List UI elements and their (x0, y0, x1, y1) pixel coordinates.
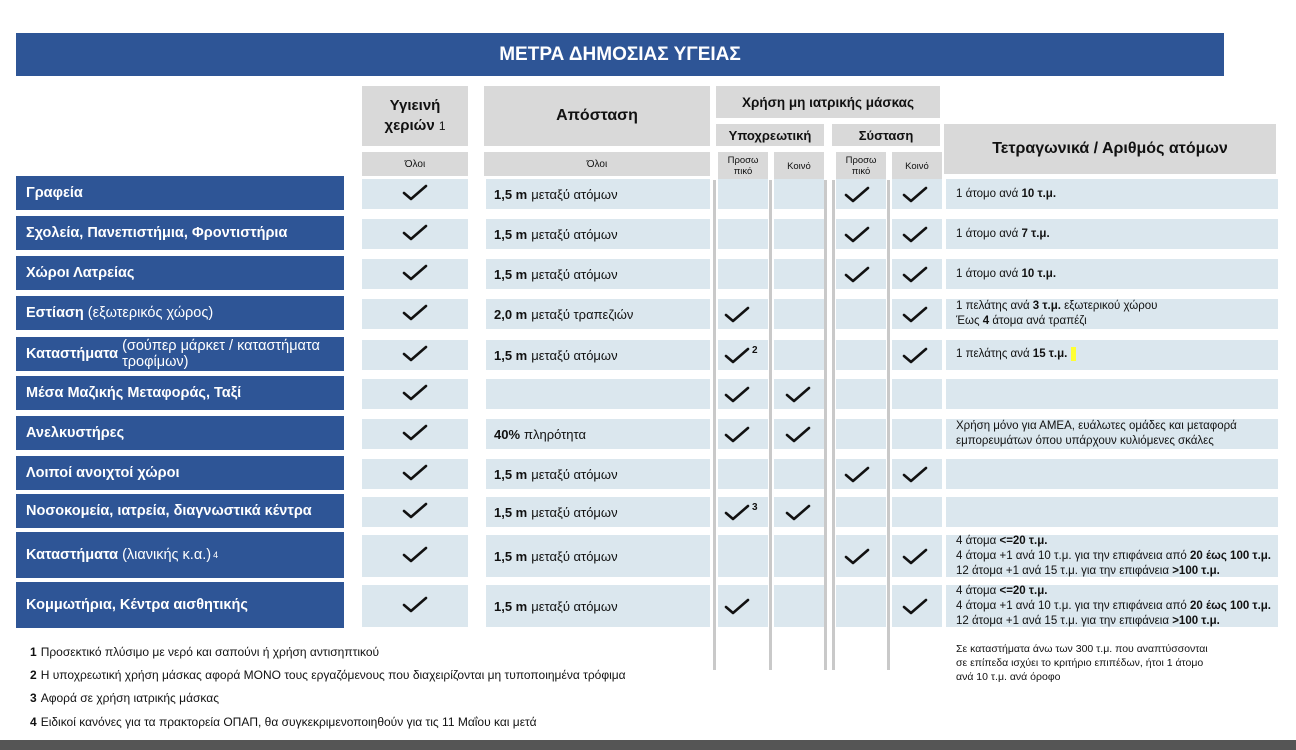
checkmark-icon (844, 226, 870, 244)
row-label-bold: Χώροι Λατρείας (26, 265, 135, 281)
area-line: 1 άτομο ανά 7 τ.μ. (956, 227, 1050, 240)
row-label-bold: Καταστήματα (26, 346, 119, 362)
checkmark-icon (844, 186, 870, 204)
area-cell (946, 497, 1278, 527)
distance-cell (486, 340, 710, 370)
distance-unit: πληρότητα (524, 426, 587, 442)
row-label (16, 416, 344, 450)
header-hygiene-line1: Υγιεινή (389, 97, 441, 114)
mask-mandatory-public-cell (774, 340, 824, 370)
area-cell (946, 179, 1278, 209)
distance-cell (486, 419, 710, 449)
area-line: 1 πελάτης ανά 3 τ.μ. εξωτερικού χώρου (956, 300, 1158, 312)
row-label-bold: Ανελκυστήρες (26, 425, 125, 441)
header-area-label: Τετραγωνικά / Αριθμός ατόμων (992, 140, 1228, 157)
distance-unit: μεταξύ ατόμων (531, 548, 618, 564)
checkmark-icon (724, 426, 750, 444)
distance-cell (486, 379, 710, 409)
mask-mandatory-staff-cell (718, 535, 768, 577)
footnote: 1 Προσεκτικό πλύσιμο με νερό και σαπούνι ή χρήση αντισηπτικού (30, 645, 380, 659)
subheader-recommended-public-label: Κοινό (905, 160, 929, 172)
area-cell (946, 219, 1278, 249)
distance-value: 1,5 m (494, 466, 528, 482)
header-recommended (832, 124, 940, 146)
mask-recommended-staff-cell (836, 585, 886, 627)
distance-cell (486, 497, 710, 527)
checkmark-icon (402, 345, 428, 363)
row-label (16, 532, 344, 578)
mask-mandatory-public-cell (774, 459, 824, 489)
area-cell (946, 419, 1278, 449)
distance-value: 1,5 m (494, 504, 528, 520)
mask-mandatory-public-cell (774, 179, 824, 209)
header-distance (484, 86, 710, 146)
checkmark-icon (402, 304, 428, 322)
distance-cell (486, 219, 710, 249)
area-line: εμπορευμάτων όπου υπάρχουν κυλιόμενες σκάλες (956, 435, 1214, 447)
checkmark-icon (402, 596, 428, 614)
checkmark-icon (844, 266, 870, 284)
side-note-line: Σε καταστήματα άνω των 300 τ.μ. που αναπτύσσονται (956, 643, 1208, 655)
subheader-recommended-staff-line1: Προσω (845, 155, 877, 166)
header-hygiene-line2: χεριών 1 (384, 117, 446, 134)
row-label (16, 337, 344, 371)
checkmark-icon (724, 347, 750, 365)
area-cell (946, 340, 1278, 370)
header-mandatory (716, 124, 824, 146)
area-line: 12 άτομα +1 ανά 15 τ.μ. για την επιφάνεια >100 τ.μ. (956, 564, 1220, 577)
distance-value: 1,5 m (494, 266, 528, 282)
row-label-bold: Μέσα Μαζικής Μεταφοράς, Ταξί (26, 385, 242, 401)
row-label-bold: Λοιποί ανοιχτοί χώροι (26, 465, 180, 481)
subheader-distance-all (484, 152, 710, 176)
row-label (16, 296, 344, 330)
area-cell (946, 585, 1278, 627)
checkmark-icon (844, 548, 870, 566)
row-label (16, 216, 344, 250)
checkmark-icon (902, 347, 928, 365)
distance-unit: μεταξύ ατόμων (531, 347, 618, 363)
checkmark-icon (902, 598, 928, 616)
row-label-detail: (σούπερ μάρκετ / καταστήματα τροφίμων) (122, 338, 320, 370)
mask-recommended-staff-cell (836, 497, 886, 527)
mask-recommended-staff-cell (836, 379, 886, 409)
area-line: 1 πελάτης ανά 15 τ.μ. (956, 347, 1278, 362)
subheader-hygiene-all (362, 152, 468, 176)
column-divider (824, 180, 827, 670)
row-label (16, 176, 344, 210)
checkmark-icon (902, 226, 928, 244)
area-line: 12 άτομα +1 ανά 15 τ.μ. για την επιφάνεια >100 τ.μ. (956, 614, 1220, 627)
area-line: 1 άτομο ανά 10 τ.μ. (956, 187, 1057, 200)
area-line: Χρήση μόνο για ΑΜΕΑ, ευάλωτες ομάδες και μεταφορά (956, 420, 1237, 432)
row-label-bold: Γραφεία (26, 185, 83, 201)
area-cell (946, 535, 1278, 577)
checkmark-icon (724, 386, 750, 404)
subheader-recommended-staff (836, 152, 886, 180)
distance-unit: μεταξύ ατόμων (531, 466, 618, 482)
checkmark-icon (785, 426, 811, 444)
mask-mandatory-public-cell (774, 535, 824, 577)
row-label-bold: Κομμωτήρια, Κέντρα αισθητικής (26, 597, 248, 613)
checkmark-icon (402, 384, 428, 402)
checkmark-icon (402, 424, 428, 442)
checkmark-icon (902, 548, 928, 566)
side-note-line: ανά 10 τ.μ. ανά όροφο (956, 671, 1061, 683)
checkmark-icon (402, 264, 428, 282)
row-label (16, 456, 344, 490)
area-cell (946, 259, 1278, 289)
header-hygiene (362, 86, 468, 146)
mask-mandatory-staff-cell (718, 259, 768, 289)
distance-value: 1,5 m (494, 226, 528, 242)
footnote: 2 Η υποχρεωτική χρήση μάσκας αφορά ΜΟΝΟ τους εργαζόμενους που διαχειρίζονται μη τυποποιημένα τρόφιμα (30, 668, 626, 682)
row-label (16, 256, 344, 290)
row-label-detail: (λιανικής κ.α.) (122, 547, 212, 563)
area-line: 4 άτομα <=20 τ.μ. (956, 534, 1048, 547)
checkmark-icon (724, 504, 750, 522)
distance-unit: μεταξύ ατόμων (531, 504, 618, 520)
distance-unit: μεταξύ ατόμων (531, 266, 618, 282)
area-line: Έως 4 άτομα ανά τραπέζι (956, 315, 1087, 327)
distance-cell (486, 535, 710, 577)
area-line: 4 άτομα <=20 τ.μ. (956, 584, 1048, 597)
header-recommended-label: Σύσταση (858, 127, 914, 143)
checkmark-icon (785, 386, 811, 404)
subheader-distance-all-label: Όλοι (586, 158, 608, 170)
checkmark-icon (902, 186, 928, 204)
row-label (16, 376, 344, 410)
mask-mandatory-public-cell (774, 259, 824, 289)
distance-unit: μεταξύ ατόμων (531, 598, 618, 614)
mask-mandatory-staff-cell (718, 179, 768, 209)
row-label-bold: Νοσοκομεία, ιατρεία, διαγνωστικά κέντρα (26, 503, 312, 519)
mask-recommended-public-cell (892, 419, 942, 449)
page-title: ΜΕΤΡΑ ΔΗΜΟΣΙΑΣ ΥΓΕΙΑΣ (499, 43, 741, 65)
mask-recommended-public-cell (892, 497, 942, 527)
area-cell (946, 379, 1278, 409)
checkmark-icon (902, 306, 928, 324)
page-title-banner (16, 33, 1224, 76)
subheader-hygiene-all-label: Όλοι (404, 158, 426, 170)
area-cell (946, 459, 1278, 489)
area-cell (946, 299, 1278, 329)
column-divider (832, 180, 835, 670)
mask-recommended-public-cell (892, 379, 942, 409)
distance-value: 1,5 m (494, 347, 528, 363)
checkmark-icon (402, 502, 428, 520)
mask-mandatory-public-cell (774, 219, 824, 249)
checkmark-footnote-ref: 2 (752, 345, 758, 356)
checkmark-icon (785, 504, 811, 522)
column-divider (713, 180, 716, 670)
checkmark-icon (724, 598, 750, 616)
side-note (956, 642, 1208, 684)
row-label-bold: Σχολεία, Πανεπιστήμια, Φροντιστήρια (26, 225, 288, 241)
distance-value: 2,0 m (494, 306, 528, 322)
subheader-mandatory-staff-line1: Προσω (727, 155, 759, 166)
row-label-footnote-ref: 4 (213, 550, 219, 560)
mask-recommended-staff-cell (836, 340, 886, 370)
subheader-mandatory-public (774, 152, 824, 180)
row-label-detail: (εξωτερικός χώρος) (87, 305, 214, 321)
footnote: 3 Αφορά σε χρήση ιατρικής μάσκας (30, 691, 220, 705)
checkmark-icon (402, 464, 428, 482)
subheader-mandatory-staff-line2: πικό (733, 166, 753, 177)
footnote: 4 Ειδικοί κανόνες για τα πρακτορεία ΟΠΑΠ, θα συγκεκριμενοποιηθούν για τις 11 Μαΐου και μετά (30, 715, 537, 729)
column-divider (887, 180, 890, 670)
subheader-mandatory-staff (718, 152, 768, 180)
column-divider (769, 180, 772, 670)
row-label (16, 494, 344, 528)
distance-value: 1,5 m (494, 598, 528, 614)
subheader-recommended-public (892, 152, 942, 180)
checkmark-icon (402, 184, 428, 202)
mask-mandatory-staff-cell (718, 459, 768, 489)
header-area (944, 124, 1276, 174)
highlight-mark (1071, 347, 1076, 361)
bottom-rule (0, 740, 1296, 750)
mask-recommended-staff-cell (836, 419, 886, 449)
checkmark-icon (844, 466, 870, 484)
distance-cell (486, 259, 710, 289)
mask-mandatory-staff-cell (718, 219, 768, 249)
row-label-bold: Καταστήματα (26, 547, 119, 563)
distance-value: 40% (494, 426, 521, 442)
header-mask-group (716, 86, 940, 118)
mask-mandatory-public-cell (774, 299, 824, 329)
header-distance-label: Απόσταση (556, 107, 638, 124)
distance-cell (486, 299, 710, 329)
checkmark-icon (902, 266, 928, 284)
distance-value: 1,5 m (494, 548, 528, 564)
header-mask-group-label: Χρήση μη ιατρικής μάσκας (741, 94, 914, 110)
distance-cell (486, 179, 710, 209)
row-label-bold: Εστίαση (26, 305, 84, 321)
subheader-mandatory-public-label: Κοινό (787, 160, 811, 172)
distance-cell (486, 459, 710, 489)
row-label (16, 582, 344, 628)
area-line: 1 άτομο ανά 10 τ.μ. (956, 267, 1057, 280)
header-mandatory-label: Υποχρεωτική (728, 127, 812, 143)
distance-unit: μεταξύ ατόμων (531, 226, 618, 242)
distance-unit: μεταξύ τραπεζιών (531, 306, 634, 322)
distance-cell (486, 585, 710, 627)
checkmark-icon (402, 224, 428, 242)
checkmark-footnote-ref: 3 (752, 502, 758, 513)
distance-value: 1,5 m (494, 186, 528, 202)
subheader-recommended-staff-line2: πικό (851, 166, 871, 177)
distance-unit: μεταξύ ατόμων (531, 186, 618, 202)
area-line: 4 άτομα +1 ανά 10 τ.μ. για την επιφάνεια από 20 έως 100 τ.μ. (956, 549, 1271, 562)
mask-recommended-staff-cell (836, 299, 886, 329)
side-note-line: σε επίπεδα ισχύει το κριτήριο επιπέδων, ήτοι 1 άτομο (956, 657, 1204, 669)
checkmark-icon (724, 306, 750, 324)
area-line: 4 άτομα +1 ανά 10 τ.μ. για την επιφάνεια από 20 έως 100 τ.μ. (956, 599, 1271, 612)
checkmark-icon (402, 546, 428, 564)
mask-mandatory-public-cell (774, 585, 824, 627)
checkmark-icon (902, 466, 928, 484)
